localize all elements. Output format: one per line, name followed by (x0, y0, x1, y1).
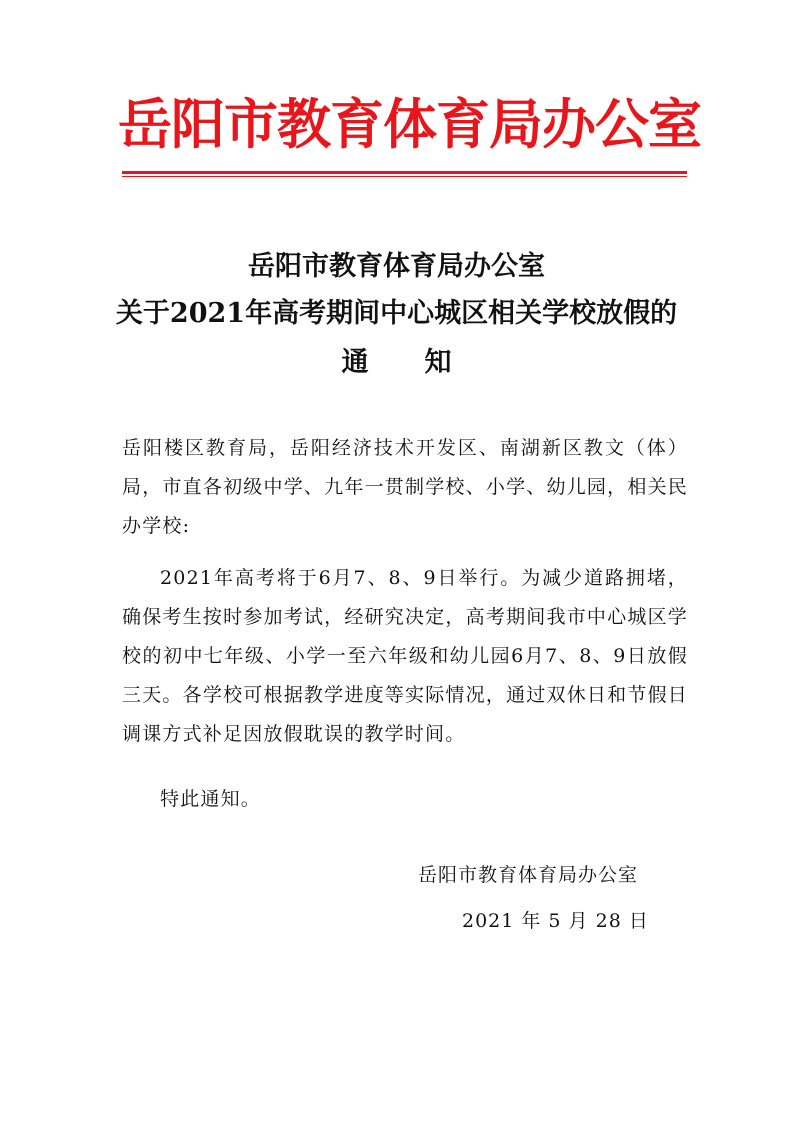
notice-title-line-1: 岳阳市教育体育局办公室 (248, 251, 545, 282)
issuer-signature: 岳阳市教育体育局办公室 (418, 864, 639, 886)
addressee: 岳阳楼区教育局，岳阳经济技术开发区、南湖新区教文（体）局，市直各初级中学、九年一贯制学校、小学、幼儿园，相关民办学校: (122, 437, 688, 537)
letterhead-rule-thick (122, 171, 687, 174)
letterhead-rule-thin (122, 176, 687, 177)
letterhead-title: 岳阳市教育体育局办公室 (118, 92, 701, 156)
body-paragraph-1: 2021年高考将于6月7、8、9日举行。为减少道路拥堵，确保考生按时参加考试，经研究决定，高考期间我市中心城区学校的初中七年级、小学一至六年级和幼儿园6月7、8、9日放假三天。各学校可根据教学进度等实际情况，通过双休日和节假日调课方式补足因放假耽误的教学时间。 (122, 567, 688, 745)
issue-date: 2021 年 5 月 28 日 (462, 910, 649, 932)
notice-title-line-3: 通知 (341, 347, 508, 378)
notice-title-line-2: 关于2021年高考期间中心城区相关学校放假的 (115, 298, 678, 329)
body-paragraph-2: 特此通知。 (160, 788, 262, 810)
